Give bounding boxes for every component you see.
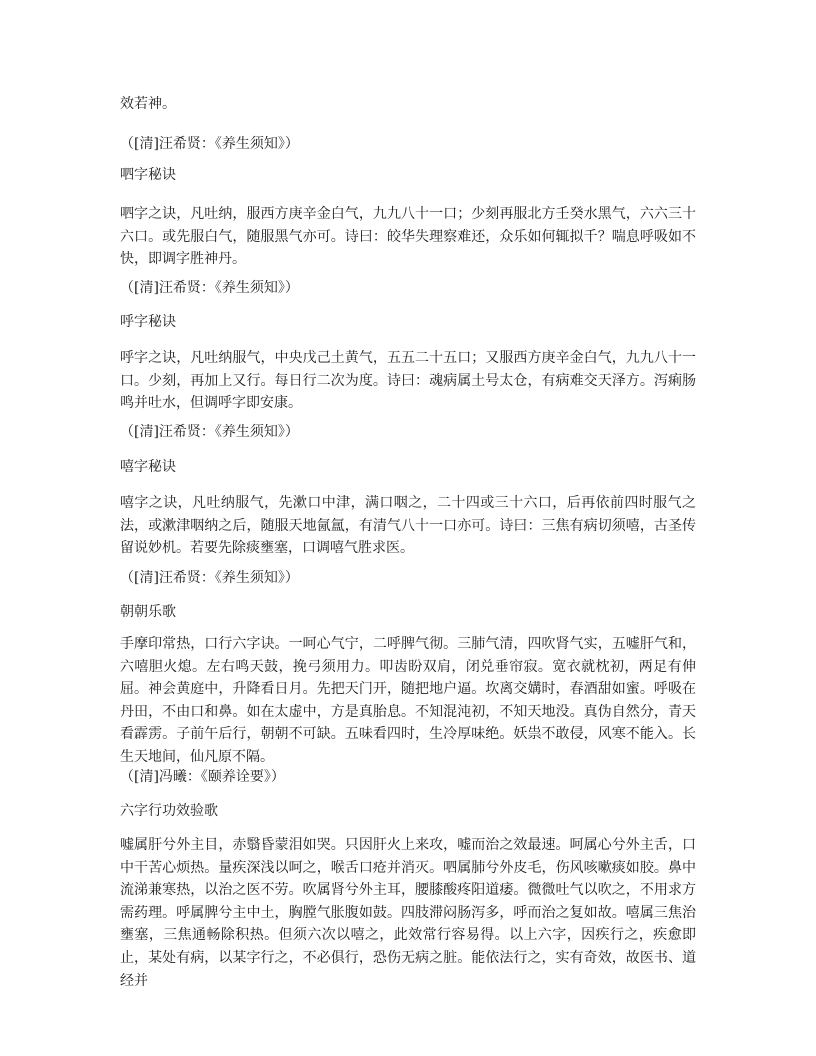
paragraph-closing: 效若神。 <box>120 96 176 112</box>
citation: （[清]汪希贤：《养生须知》） <box>120 570 299 586</box>
citation: （[清]冯曦：《颐养诠要》） <box>120 769 285 785</box>
paragraph: 嘻字之诀，凡吐纳服气，先漱口中津，满口咽之，二十四或三十六口，后再依前四时服气之法，或漱津咽纳之后，随服天地氤氲，有清气八十一口亦可。诗曰：三焦有病切须嘻，古圣传留说妙机。若要先除痰壅塞，口调嘻气胜求医。 <box>120 495 696 557</box>
paragraph: 手摩印常热，口行六字诀。一呵心气宁，二呼脾气彻。三肺气清，四吹肾气实，五嘘肝气和，六嘻胆火熄。左右鸣天鼓，挽弓须用力。叩齿盼双肩，闭兑垂帘寂。宽衣就枕初，两足有伸屈。神会黄庭中，升降看日月。先把天门开，随把地户逼。坎离交媾时，春酒甜如蜜。呼吸在丹田，不由口和鼻。如在太虚中，方是真胎息。不知混沌初，不知天地没。真伪自然分，青天看霹雳。子前午后行，朝朝不可缺。五味看四时，生冷厚味绝。妖祟不敢侵，风寒不能入。长生天地间，仙凡原不隔。 <box>120 636 696 765</box>
section-heading: 呼字秘诀 <box>120 314 176 330</box>
section-heading: 呬字秘诀 <box>120 167 176 183</box>
citation: （[清]汪希贤：《养生须知》） <box>120 136 299 152</box>
citation: （[清]汪希贤：《养生须知》） <box>120 424 299 440</box>
paragraph: 呬字之诀，凡吐纳，服西方庚辛金白气，九九八十一口；少刻再服北方壬癸水黑气，六六三十六口。或先服白气，随服黑气亦可。诗曰：皎华失理察难还，众乐如何辄拟千？喘息呼吸如不快，即调字胜神丹。 <box>120 206 696 268</box>
section-heading: 六字行功效验歌 <box>120 803 218 819</box>
citation: （[清]汪希贤：《养生须知》） <box>120 280 299 296</box>
paragraph: 嘘属肝兮外主目，赤翳昏蒙泪如哭。只因肝火上来攻，嘘而治之效最速。呵属心兮外主舌，口中干苦心烦热。量疾深浅以呵之，喉舌口疮并消灭。呬属肺兮外皮毛，伤风咳嗽痰如胶。鼻中流涕兼寒热，以治之医不劳。吹属肾兮外主耳，腰膝酸疼阳道痿。微微吐气以吹之，不用求方需药理。呼属脾兮主中土，胸膛气胀腹如鼓。四肢滞闷肠泻多，呼而治之复如故。嘻属三焦治壅塞，三焦通畅除积热。但须六次以嘻之，此效常行容易得。以上六字，因疾行之，疾愈即止，某处有病，以某字行之，不必俱行，恐伤无病之脏。能依法行之，实有奇效，故医书、道经并 <box>120 837 696 989</box>
section-heading: 嘻字秘诀 <box>120 459 176 475</box>
paragraph: 呼字之诀，凡吐纳服气，中央戊己土黄气，五五二十五口；又服西方庚辛金白气，九九八十一口。少刻，再加上又行。每日行二次为度。诗曰：魂病属土号太仓，有病难交天泽方。泻痢肠鸣并吐水，但调呼字即安康。 <box>120 350 696 412</box>
section-heading: 朝朝乐歌 <box>120 604 176 620</box>
